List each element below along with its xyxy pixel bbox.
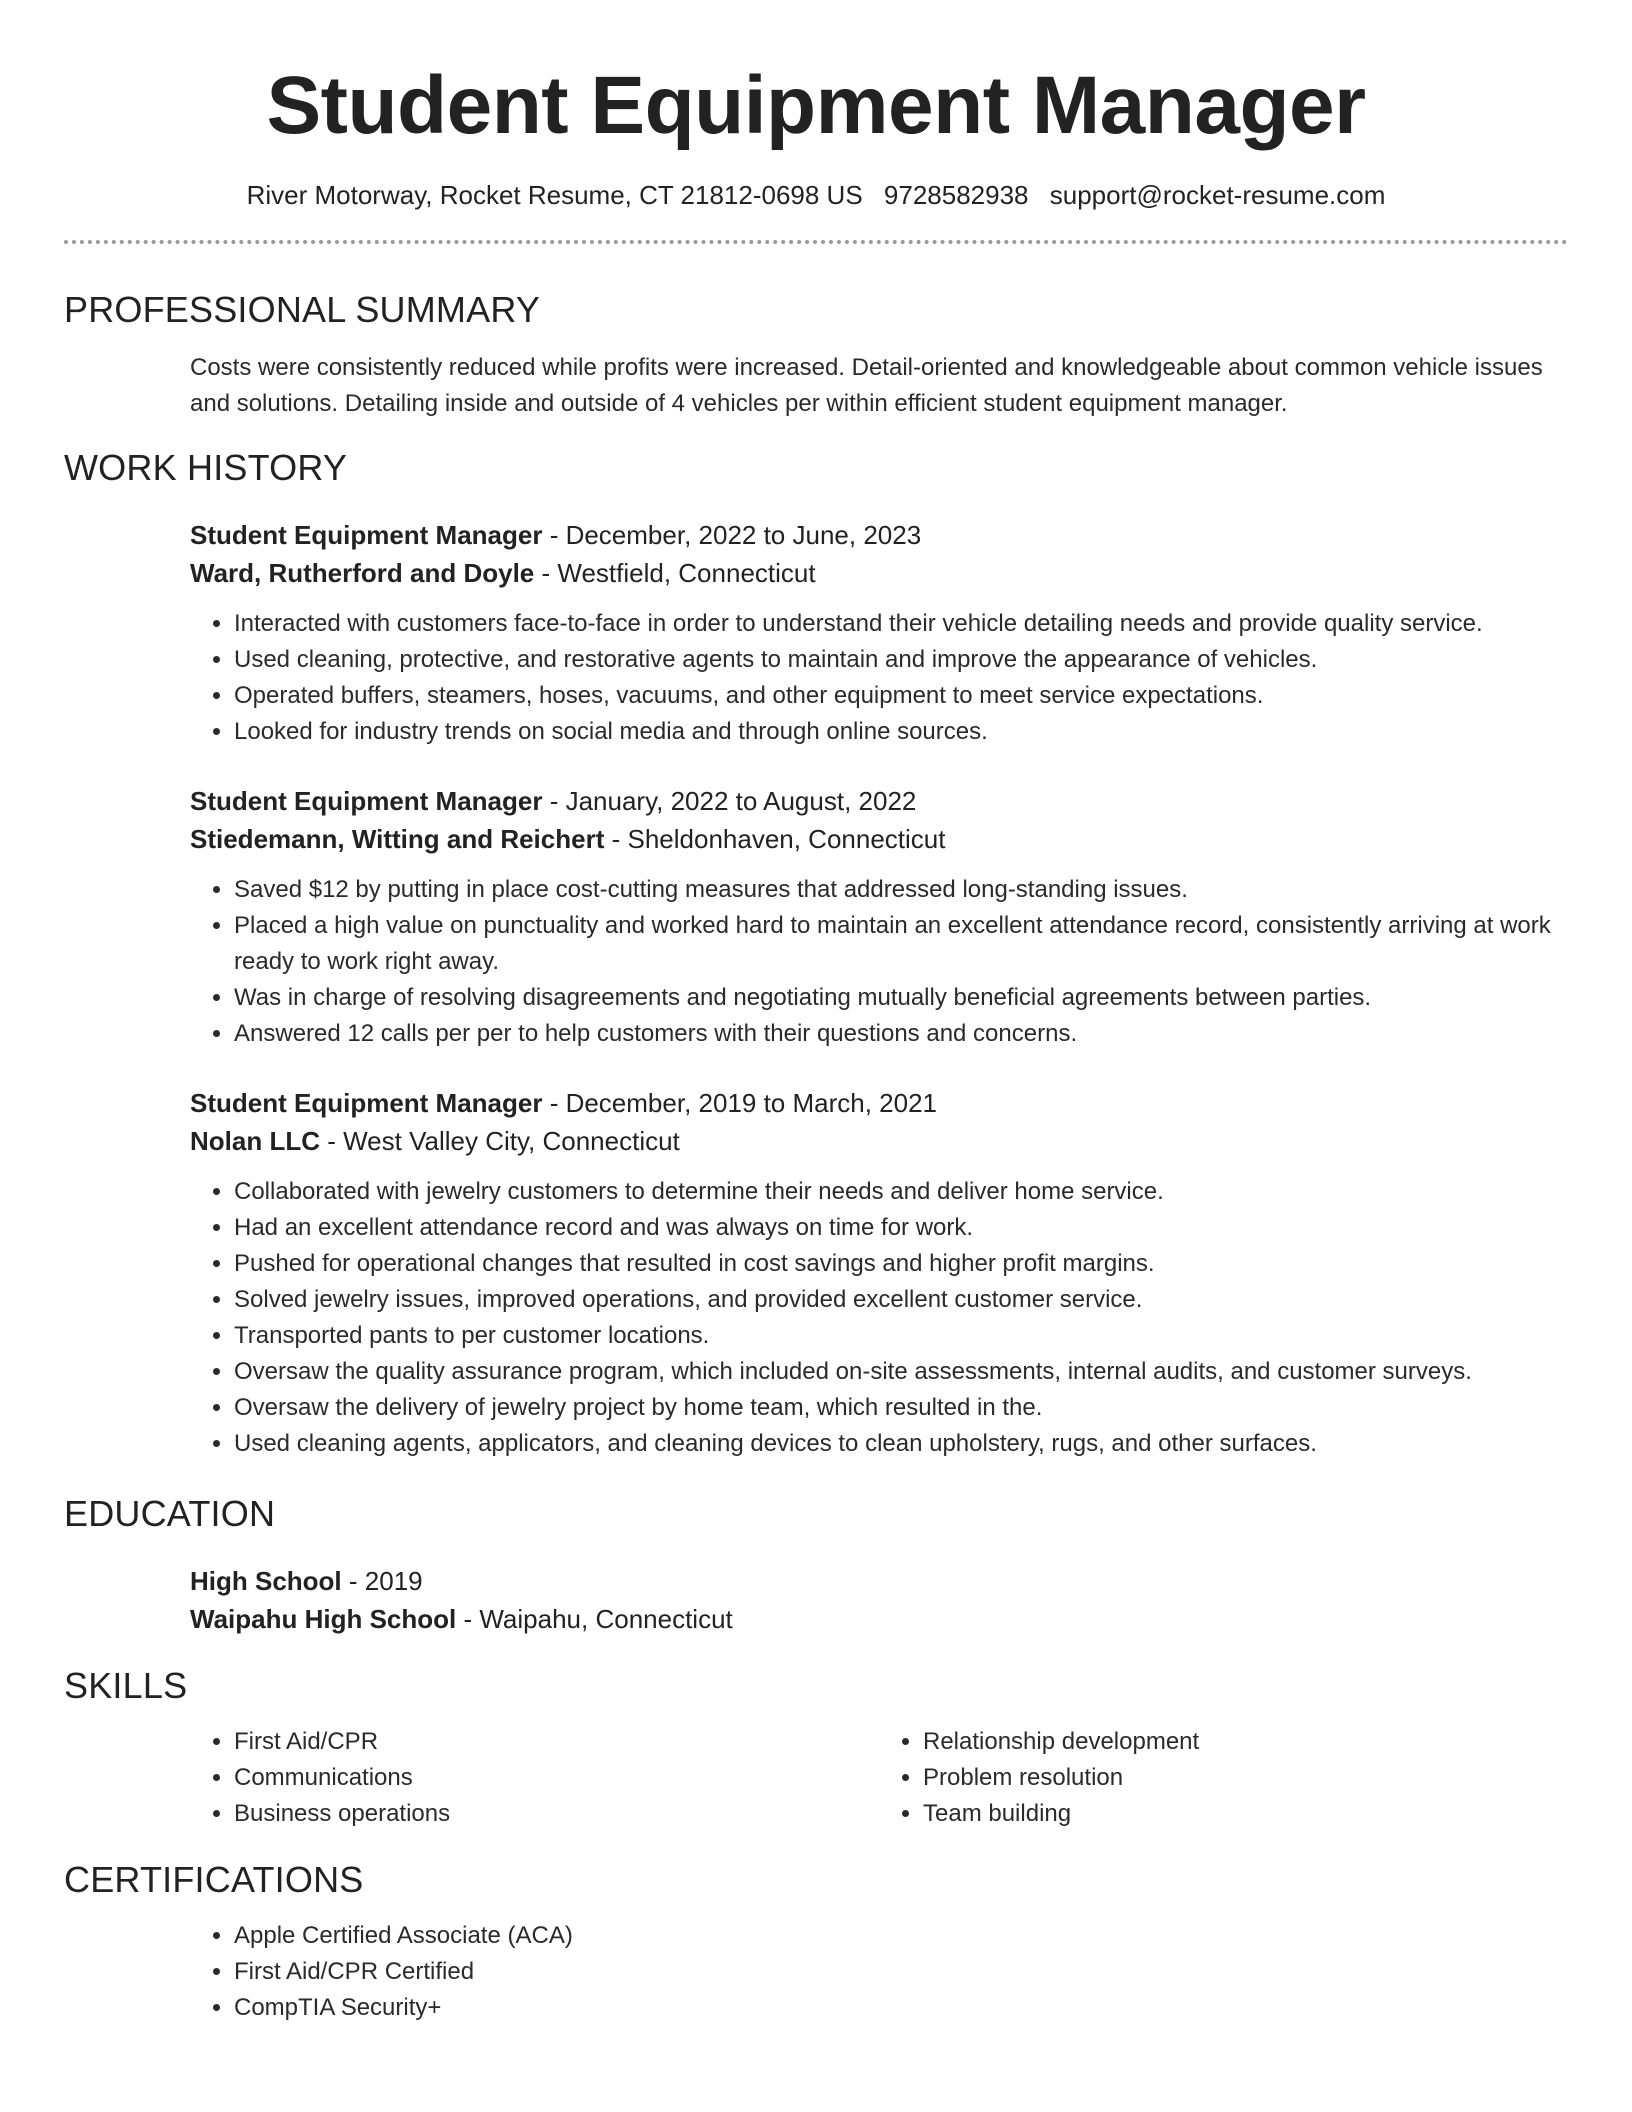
header-divider xyxy=(64,240,1568,244)
skills-left-column xyxy=(190,1724,879,1832)
job-dates: - January, 2022 to August, 2022 xyxy=(542,786,917,816)
list-item: • Oversaw the delivery of jewelry project by home team, which resulted in the. xyxy=(234,1390,1568,1426)
education-school-line xyxy=(190,1600,1568,1638)
list-item: • Communications xyxy=(234,1760,879,1796)
list-item: • Saved $12 by putting in place cost-cutting measures that addressed long-standing issues. xyxy=(234,872,1568,908)
list-item: • Collaborated with jewelry customers to determine their needs and deliver home service. xyxy=(234,1174,1568,1210)
list-item: • Answered 12 calls per per to help customers with their questions and concerns. xyxy=(234,1016,1568,1052)
job-title-line xyxy=(190,1084,1568,1122)
job-title-line xyxy=(190,516,1568,554)
skills-right-column xyxy=(879,1724,1568,1832)
resume-name: Student Equipment Manager xyxy=(266,60,1366,151)
list-item: • Apple Certified Associate (ACA) xyxy=(234,1918,1568,1954)
list-item: • Oversaw the quality assurance program, which included on-site assessments, internal audits, and customer surveys. xyxy=(234,1354,1568,1390)
education-entry xyxy=(190,1562,1568,1638)
contact-phone: 9728582938 xyxy=(883,180,1029,210)
list-item: • Pushed for operational changes that resulted in cost savings and higher profit margins. xyxy=(234,1246,1568,1282)
list-item: • First Aid/CPR xyxy=(234,1724,879,1760)
summary-heading: PROFESSIONAL SUMMARY xyxy=(64,289,541,330)
list-item: • Placed a high value on punctuality and worked hard to maintain an excellent attendance record, consistently arriving at work ready to work right away. xyxy=(234,908,1568,980)
job-entry xyxy=(190,516,1568,750)
list-item: • Relationship development xyxy=(923,1724,1568,1760)
list-item: • Problem resolution xyxy=(923,1760,1568,1796)
contact-email: support@rocket-resume.com xyxy=(1049,180,1386,210)
job-role: Student Equipment Manager xyxy=(190,1088,543,1118)
job-bullets xyxy=(190,1174,1568,1462)
list-item: • Business operations xyxy=(234,1796,879,1832)
education-location: - Waipahu, Connecticut xyxy=(456,1604,733,1634)
list-item: • Operated buffers, steamers, hoses, vacuums, and other equipment to meet service expectations. xyxy=(234,678,1568,714)
job-entry xyxy=(190,782,1568,1052)
summary-section xyxy=(190,350,1568,422)
education-degree: High School xyxy=(190,1566,342,1596)
list-item: • Interacted with customers face-to-face in order to understand their vehicle detailing needs and provide quality service. xyxy=(234,606,1568,642)
job-company-line xyxy=(190,1122,1568,1160)
list-item: • Solved jewelry issues, improved operations, and provided excellent customer service. xyxy=(234,1282,1568,1318)
certifications-heading: CERTIFICATIONS xyxy=(64,1859,364,1900)
work-history-section xyxy=(190,516,1568,1462)
list-item: • Team building xyxy=(923,1796,1568,1832)
job-location: - West Valley City, Connecticut xyxy=(320,1126,680,1156)
education-school: Waipahu High School xyxy=(190,1604,457,1634)
job-company-line xyxy=(190,820,1568,858)
work-history-heading: WORK HISTORY xyxy=(64,447,348,488)
job-company: Ward, Rutherford and Doyle xyxy=(190,558,535,588)
job-location: - Westfield, Connecticut xyxy=(534,558,816,588)
list-item: • Was in charge of resolving disagreements and negotiating mutually beneficial agreements between parties. xyxy=(234,980,1568,1016)
list-item: • Used cleaning agents, applicators, and cleaning devices to clean upholstery, rugs, and other surfaces. xyxy=(234,1426,1568,1462)
education-heading: EDUCATION xyxy=(64,1493,276,1534)
contact-address: River Motorway, Rocket Resume, CT 21812-0698 US xyxy=(246,180,863,210)
job-role: Student Equipment Manager xyxy=(190,786,543,816)
job-title-line xyxy=(190,782,1568,820)
certifications-section xyxy=(190,1918,1568,2026)
skills-section xyxy=(190,1724,1568,1832)
skills-grid xyxy=(190,1724,1568,1832)
job-bullets xyxy=(190,606,1568,750)
skills-heading: SKILLS xyxy=(64,1665,188,1706)
certifications-list xyxy=(190,1918,1568,2026)
list-item: • Had an excellent attendance record and was always on time for work. xyxy=(234,1210,1568,1246)
job-dates: - December, 2019 to March, 2021 xyxy=(542,1088,938,1118)
job-role: Student Equipment Manager xyxy=(190,520,543,550)
job-entry xyxy=(190,1084,1568,1462)
job-company: Nolan LLC xyxy=(190,1126,320,1156)
list-item: • Looked for industry trends on social media and through online sources. xyxy=(234,714,1568,750)
job-company-line xyxy=(190,554,1568,592)
job-bullets xyxy=(190,872,1568,1052)
job-dates: - December, 2022 to June, 2023 xyxy=(542,520,922,550)
list-item: • Used cleaning, protective, and restorative agents to maintain and improve the appearance of vehicles. xyxy=(234,642,1568,678)
education-section xyxy=(190,1562,1568,1638)
job-location: - Sheldonhaven, Connecticut xyxy=(604,824,946,854)
education-year: - 2019 xyxy=(341,1566,423,1596)
job-company: Stiedemann, Witting and Reichert xyxy=(190,824,605,854)
summary-text: Costs were consistently reduced while profits were increased. Detail-oriented and knowledgeable about common vehicle issues and solutions. Detailing inside and outside of 4 vehicles per within efficient student equipment manager. xyxy=(190,354,1543,417)
education-degree-line xyxy=(190,1562,1568,1600)
list-item: • CompTIA Security+ xyxy=(234,1990,1568,2026)
list-item: • Transported pants to per customer locations. xyxy=(234,1318,1568,1354)
contact-line xyxy=(64,178,1568,212)
list-item: • First Aid/CPR Certified xyxy=(234,1954,1568,1990)
